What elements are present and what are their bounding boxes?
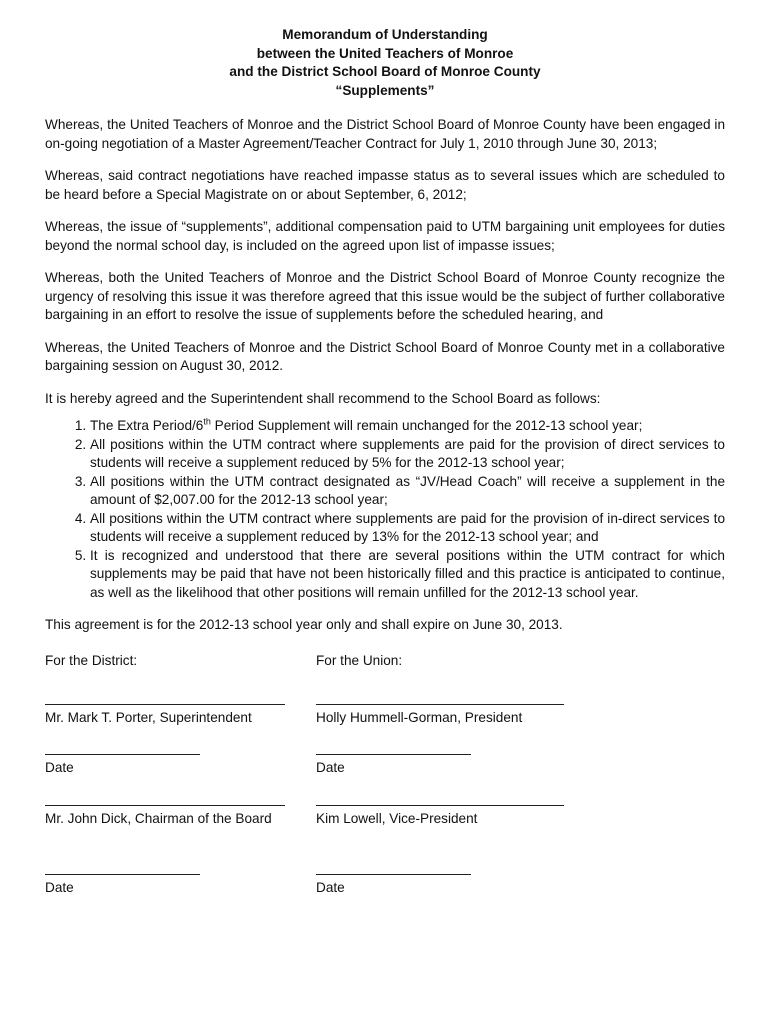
district-heading: For the District: (45, 653, 138, 668)
list-item: 4. All positions within the UTM contract where supplements are paid for the provision of in-direct services to students will receive a supplement reduced by 13% for the 2012-13 school year; and (90, 510, 725, 547)
title-line-3: and the District School Board of Monroe County (229, 64, 541, 79)
closing-statement: This agreement is for the 2012-13 school year only and shall expire on June 30, 2013. (45, 617, 563, 632)
district-signer-2: Mr. John Dick, Chairman of the Board (45, 811, 272, 826)
district-signature-line-2[interactable] (45, 805, 285, 806)
list-item: 3. All positions within the UTM contract designated as “JV/Head Coach” will receive a supplement in the amount of $2,007.00 for the 2012-13 school year; (90, 473, 725, 510)
union-signer-2: Kim Lowell, Vice-President (316, 811, 478, 826)
title-line-4: “Supplements” (335, 82, 435, 98)
union-date-label-2: Date (316, 880, 345, 895)
union-signer-1: Holly Hummell-Gorman, President (316, 710, 523, 725)
title-line-1: Memorandum of Understanding (282, 27, 488, 42)
union-date-line-1[interactable] (316, 754, 471, 755)
item-1-text-b: Period Supplement will remain unchanged for the 2012-13 school year; (210, 418, 643, 433)
union-heading: For the Union: (316, 653, 403, 668)
list-item: 5. It is recognized and understood that there are several positions within the UTM contract for which supplements may be paid that have not been historically filled and this practice is anticipated to continue, as well as the likelihood that other positions will remain unfilled for the 2012-13 school year. (90, 547, 725, 603)
title-line-2: between the United Teachers of Monroe (256, 45, 514, 61)
district-date-line-1[interactable] (45, 754, 200, 755)
district-date-label-2: Date (45, 880, 74, 895)
list-item (90, 417, 725, 436)
document-title (45, 26, 725, 100)
union-date-label-1: Date (316, 760, 345, 775)
list-item: 2. All positions within the UTM contract where supplements are paid for the provision of direct services to students will receive a supplement reduced by 5% for the 2012-13 school year; (90, 436, 725, 473)
agreement-items-list (45, 417, 725, 602)
union-signature-line-1[interactable] (316, 704, 564, 705)
whereas-paragraph-2: Whereas, said contract negotiations have reached impasse status as to several issues which are scheduled to be heard before a Special Magistrate on or about September, 6, 2012; (45, 168, 725, 202)
whereas-paragraph-4: Whereas, both the United Teachers of Monroe and the District School Board of Monroe County recognize the urgency of resolving this issue it was therefore agreed that this issue would be the subject of further collaborative bargaining in an effort to resolve the issue of supplements before the scheduled hearing, and (45, 270, 725, 322)
union-date-line-2[interactable] (316, 874, 471, 875)
agreement-intro: It is hereby agreed and the Superintendent shall recommend to the School Board as follows: (45, 390, 601, 406)
union-signature-line-2[interactable] (316, 805, 564, 806)
item-1-text-a: The Extra Period/6 (90, 418, 204, 433)
item-1-superscript: th (203, 416, 211, 427)
district-signature-line-1[interactable] (45, 704, 285, 705)
whereas-paragraph-3: Whereas, the issue of “supplements”, additional compensation paid to UTM bargaining unit employees for duties beyond the normal school day, is included on the agreed upon list of impasse issues; (45, 219, 725, 253)
whereas-paragraph-1: Whereas, the United Teachers of Monroe and the District School Board of Monroe County have been engaged in on-going negotiation of a Master Agreement/Teacher Contract for July 1, 2010 through June 30, 2013; (45, 117, 725, 151)
whereas-paragraph-5: Whereas, the United Teachers of Monroe and the District School Board of Monroe County met in a collaborative bargaining session on August 30, 2012. (45, 339, 725, 373)
district-date-label-1: Date (45, 760, 74, 775)
district-signer-1: Mr. Mark T. Porter, Superintendent (45, 710, 252, 725)
district-date-line-2[interactable] (45, 874, 200, 875)
